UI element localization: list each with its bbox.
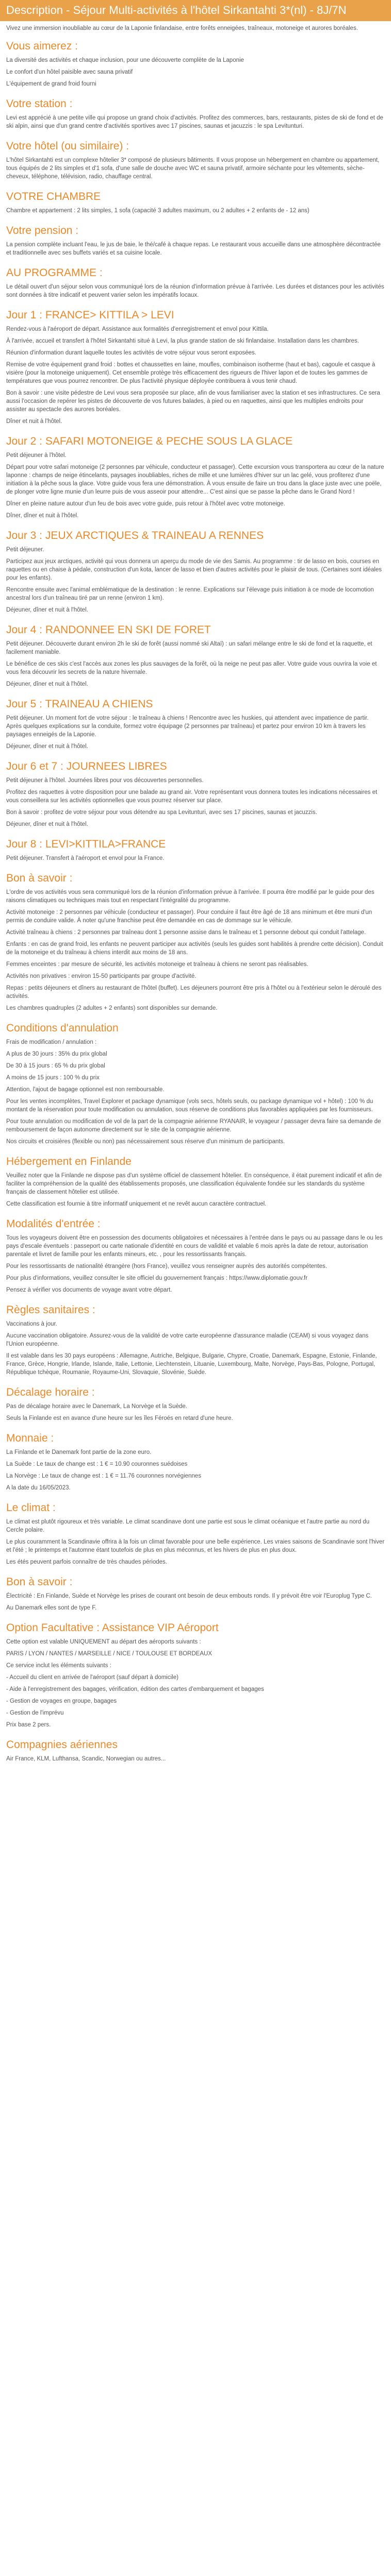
section-paragraph: PARIS / LYON / NANTES / MARSEILLE / NICE / TOULOUSE ET BORDEAUX [6, 1651, 212, 1657]
section-paragraph: Il est valable dans les 30 pays européens : Allemagne, Autriche, Belgique, Bulgarie, Chypre, Croatie, Danemark, Espagne, Estonie, Finlande, France, Grèce, Hongrie, Irlande, Islande, Italie, Lettonie, Liechtenstein, Lituanie, Luxembourg, Malte, Norvège, Pays-Bas, Pologne, Portugal, République tchèque, Roumanie, Royaume-Uni, Slovaquie, Slovénie, Suède. [6, 1353, 377, 1376]
section-paragraph: Remise de votre équipement grand froid : bottes et chaussettes en laine, moufles, combinaison isotherme (haut et bas), cagoule et casque à visière (pour la motoneige uniquement). Cet ensemble protège très efficacement des rigueurs de l'hiver lapon et de toutes les gammes de températures que vous pourrez rencontrer. De plus l'activité physique déployée contribuera à vous tenir chaud. [6, 362, 376, 384]
section-heading: Jour 2 : SAFARI MOTONEIGE & PECHE SOUS LA GLACE [6, 435, 293, 447]
section-heading: Vous aimerez : [6, 40, 78, 52]
section-heading: Hébergement en Finlande [6, 1156, 132, 1167]
section-paragraph: Activités non privatives : environ 15-50 participants par groupe d'activité. [6, 973, 197, 979]
section-paragraph: - Accueil du client en arrivée de l'aéroport (sauf départ à domicile) [6, 1674, 178, 1681]
intro-text: Vivez une immersion inoubliable au cœur de la Laponie finlandaise, entre forêts enneigées, traîneaux, motoneige et aurores boréales. [6, 25, 358, 31]
section-paragraph: Aucune vaccination obligatoire. Assurez-vous de la validité de votre carte européenne d'assurance maladie (CEAM) si vous voyagez dans l'Union européenne. [6, 1333, 369, 1347]
section-paragraph: Cette option est valable UNIQUEMENT au départ des aéroports suivants : [6, 1639, 201, 1645]
section-heading: Votre hôtel (ou similaire) : [6, 140, 129, 152]
section-paragraph: L'équipement de grand froid fourni [6, 81, 96, 87]
sections-container [6, 40, 385, 1763]
section-heading: Le climat : [6, 1502, 56, 1514]
section-paragraph: Départ pour votre safari motoneige (2 personnes par véhicule, conducteur et passager). Cette excursion vous transportera au cœur de la nature laponne : champs de neige étincelants, paysages inoubliables, riches de mille et une lumières d'hiver sur un lac gelé, vous profiterez d'une initiation à la pêche sous la glace. Votre guide vous fera une démonstration. À vous ensuite de faire un trou dans la glace juste avec une poële, de plonger votre ligne munie d'un leurre puis de vous asseoir pour attendre... C'est ainsi que se passe la pêche dans le Grand Nord ! [6, 464, 384, 495]
section-paragraph: Air France, KLM, Lufthansa, Scandic, Norwegian ou autres... [6, 1756, 166, 1762]
section-paragraph: Chambre et appartement : 2 lits simples, 1 sofa (capacité 3 adultes maximum, ou 2 adultes + 2 enfants de - 12 ans) [6, 208, 309, 214]
section-paragraph: Petit déjeuner à l'hôtel. Journées libres pour vos découvertes personnelles. [6, 777, 204, 784]
section-paragraph: La Norvège : Le taux de change est : 1 € = 11.76 couronnes norvégiennes [6, 1473, 201, 1479]
section-paragraph: La pension complète incluant l'eau, le jus de baie, le thé/café à chaque repas. Le restaurant vous accueille dans une atmosphère décontractée et traditionnelle avec ses buffets variés et sa cuisine locale. [6, 242, 381, 256]
section-paragraph: L'hôtel Sirkantahti est un complexe hôtelier 3* composé de plusieurs bâtiments. Il vous propose un hébergement en chambre ou appartement, tous équipés de 2 lits simples et d'1 sofa, d'une salle de douche avec WC et sauna privatif, armoire séchante pour les vêtements, sèche-cheveux, téléphone, télévision, radio, chauffage central. [6, 157, 380, 180]
section-paragraph: Le détail ouvert d'un séjour selon vous communiqué lors de la réunion d'information prévue à l'arrivée. Les durées et distances pour les activités sont données à titre indicatif et peuvent varier selon les impératifs locaux. [6, 284, 384, 298]
section-paragraph: La diversité des activités et chaque inclusion, pour une découverte complète de la Laponie [6, 57, 244, 63]
section-paragraph: Électricité : En Finlande, Suède et Norvège les prises de courant ont besoin de deux embouts ronds. Il y prévoit être voir l'Europlug Type C. [6, 1593, 372, 1599]
section-paragraph: La Suède : Le taux de change est : 1 € = 10.90 couronnes suédoises [6, 1461, 188, 1467]
section-heading: AU PROGRAMME : [6, 267, 103, 279]
section-paragraph: Vaccinations à jour. [6, 1321, 57, 1327]
section-paragraph: Petit déjeuner. Un moment fort de votre séjour : le traîneau à chiens ! Rencontre avec les huskies, qui attendent avec impatience de partir. Après quelques explications sur la conduite, formez votre équipage (2 personnes par traîneau) et partez pour environ 10 km à travers les paysages enneigés de la Laponie. [6, 715, 369, 738]
section-paragraph: Nos circuits et croisières (flexible ou non) pas nécessairement sous réserve d'un minimum de participants. [6, 1139, 285, 1145]
section-paragraph: Activité motoneige : 2 personnes par véhicule (conducteur et passager). Pour conduire il faut être âgé de 18 ans minimum et être muni d'un permis de conduire valide. À noter qu'une franchise peut être demandée en cas de dommage sur le véhicule. [6, 909, 372, 924]
section-heading: Jour 6 et 7 : JOURNEES LIBRES [6, 760, 167, 772]
section-paragraph: Femmes enceintes : par mesure de sécurité, les activités motoneige et traîneau à chiens ne seront pas réalisables. [6, 961, 308, 968]
page-title: Description - Séjour Multi-activités à l'hôtel Sirkantahti 3*(nl) - 8J/7N [6, 4, 347, 16]
section-paragraph: Pensez à vérifier vos documents de voyage avant votre départ. [6, 1287, 172, 1293]
section-paragraph: A la date du 16/05/2023. [6, 1485, 71, 1491]
section-heading: Option Facultative : Assistance VIP Aéroport [6, 1622, 219, 1634]
section-heading: Jour 5 : TRAINEAU A CHIENS [6, 698, 153, 710]
section-paragraph: - Aide à l'enregistrement des bagages, vérification, édition des cartes d'embarquement et bagages [6, 1686, 264, 1692]
section-paragraph: Pour les ressortissants de nationalité étrangère (hors France), veuillez vous renseigner auprès des autorités compétentes. [6, 1263, 327, 1269]
section-paragraph: Prix base 2 pers. [6, 1722, 51, 1728]
section-paragraph: Petit déjeuner. Transfert à l'aéroport et envol pour la France. [6, 855, 165, 861]
section-paragraph: Pas de décalage horaire avec le Danemark, La Norvège et la Suède. [6, 1403, 187, 1410]
section-paragraph: Réunion d'information durant laquelle toutes les activités de votre séjour vous seront exposées. [6, 350, 256, 356]
section-heading: Votre station : [6, 98, 73, 110]
section-paragraph: Repas : petits déjeuners et dîners au restaurant de l'hôtel (buffet). Les déjeuners pourront être pris à l'hôtel ou à l'extérieur selon le déroulé des activités. [6, 985, 382, 999]
section-paragraph: Les chambres quadruples (2 adultes + 2 enfants) sont disponibles sur demande. [6, 1005, 218, 1011]
section-paragraph: Rendez-vous à l'aéroport de départ. Assistance aux formalités d'enregistrement et envol pour Kittila. [6, 326, 269, 332]
section-paragraph: Dîner en pleine nature autour d'un feu de bois avec votre guide, puis retour à l'hôtel avec votre motoneige. [6, 501, 285, 507]
section-paragraph: Déjeuner, dîner et nuit à l'hôtel. [6, 821, 88, 827]
section-paragraph: Petit déjeuner. [6, 547, 44, 553]
section-heading: Règles sanitaires : [6, 1304, 95, 1316]
section-heading: Jour 8 : LEVI>KITTILA>FRANCE [6, 838, 166, 850]
section-paragraph: Le climat est plutôt rigoureux et très variable. Le climat scandinave dont une partie est sous le climat océanique et l'autre partie au nord du Cercle polaire. [6, 1519, 370, 1533]
section-paragraph: Petit déjeuner à l'hôtel. [6, 452, 67, 459]
section-paragraph: L'ordre de vos activités vous sera communiqué lors de la réunion d'information prévue à l'arrivée. Il pourra être modifié par le guide pour des raisons climatiques ou techniques mais tout en respectant l'intégralité du programme. [6, 889, 374, 904]
section-paragraph: Dîner et nuit à l'hôtel. [6, 418, 62, 425]
section-paragraph: Petit déjeuner. Découverte durant environ 2h le ski de forêt (aussi nommé ski Altaï) : un safari mélange entre le ski de fond et la raquette, et facilement maniable. [6, 641, 372, 655]
section-paragraph: Participez aux jeux arctiques, activité qui vous donnera un aperçu du mode de vie des Samis. Au programme : tir de lasso en bois, courses en raquettes ou en chaise à pédale, construction d'un kota, lancer de lasso et bien d'autres activités pour le plaisir de tous. (Certaines sont idéales pour les enfants). [6, 558, 382, 581]
section-paragraph: Pour plus d'informations, veuillez consulter le site officiel du gouvernement français : https://www.diplomatie.gouv.fr [6, 1275, 308, 1281]
section-paragraph: - Gestion de voyages en groupe, bagages [6, 1698, 117, 1704]
section-paragraph: Déjeuner, dîner et nuit à l'hôtel. [6, 743, 88, 750]
section-heading: Jour 3 : JEUX ARCTIQUES & TRAINEAU A RENNES [6, 530, 264, 541]
section-paragraph: Profitez des raquettes à votre disposition pour une balade au grand air. Votre représentant vous donnera toutes les indications nécessaires et vous conseillera sur les activités optionnelles que vous pourrez réserver sur place. [6, 789, 378, 804]
description-content [0, 21, 391, 1787]
section-heading: Décalage horaire : [6, 1386, 95, 1398]
section-paragraph: Les étés peuvent parfois connaître de très chaudes périodes. [6, 1559, 167, 1565]
section-paragraph: Bon à savoir : une visite pédestre de Levi vous sera proposée sur place, afin de vous familiariser avec la station et ses infrastructures. Ce sera aussi l'occasion de repérer les pistes de découverte de vos futures balades, à pied ou en raquettes, ainsi que les multiples endroits pour assister au spectacle des aurores boréales. [6, 390, 380, 413]
section-paragraph: Attention, l'ajout de bagage optionnel est non remboursable. [6, 1087, 165, 1093]
section-heading: Bon à savoir : [6, 872, 73, 884]
section-paragraph: Levi est apprécié à une petite ville qui propose un grand choix d'activités. Profitez des commerces, bars, restaurants, pistes de ski de fond et de ski alpin, ainsi que d'un grand centre d'activités sportives avec 17 piscines, saunas et jacuzzis : le spa Levitunturi. [6, 115, 383, 129]
section-heading: Jour 1 : FRANCE> KITTILA > LEVI [6, 309, 174, 321]
section-heading: Votre pension : [6, 225, 79, 236]
section-heading: Jour 4 : RANDONNEE EN SKI DE FORET [6, 624, 211, 636]
section-paragraph: Seuls la Finlande est en avance d'une heure sur les îles Féroés en retard d'une heure. [6, 1415, 233, 1421]
section-paragraph: Activité traîneau à chiens : 2 personnes par traîneau dont 1 personne assise dans le traîneau et 1 personne debout qui conduit l'attelage. [6, 929, 366, 936]
section-paragraph: La Finlande et le Danemark font partie de la zone euro. [6, 1449, 152, 1455]
section-paragraph: Frais de modification / annulation : [6, 1039, 97, 1045]
section-paragraph: Au Danemark elles sont de type F. [6, 1605, 97, 1611]
section-paragraph: Le bénéfice de ces skis c'est l'accès aux zones les plus sauvages de la forêt, où la neige ne peut pas aller. Votre guide vous ouvrira la voie et vous fera découvrir les secrets de la nature hivernale. [6, 661, 377, 675]
section-paragraph: Cette classification est fournie à titre informatif uniquement et ne revêt aucun caractère contractuel. [6, 1201, 267, 1207]
section-paragraph: A plus de 30 jours : 35% du prix global [6, 1051, 107, 1057]
section-paragraph: Pour toute annulation ou modification de vol de la part de la compagnie aérienne RYANAIR, le voyageur / passager devra faire sa demande de remboursement de façon autonome directement sur le site de la compagnie aérienne. [6, 1118, 381, 1133]
section-paragraph: Le plus couramment la Scandinavie offrira à la fois un climat favorable pour une belle expérience. Les vraies saisons de Scandinavie sont l'hiver et l'été ; le printemps et l'automne étant toutefois de plus en plus méconnus, et les hivers de plus en plus doux. [6, 1539, 385, 1553]
section-paragraph: Bon à savoir : profitez de votre séjour pour vous détendre au spa Levitunturi, avec ses 17 piscines, saunas et jacuzzis. [6, 809, 317, 816]
section-heading: Conditions d'annulation [6, 1022, 119, 1034]
section-paragraph: Ce service inclut les éléments suivants : [6, 1663, 111, 1669]
section-heading: Monnaie : [6, 1432, 54, 1444]
section-paragraph: De 30 à 15 jours : 65 % du prix global [6, 1063, 105, 1069]
section-paragraph: Tous les voyageurs doivent être en possession des documents obligatoires et nécessaires à l'entrée dans le pays ou au passage dans le ou les pays d'escale éventuels : passeport ou carte nationale d'identité en cours de validité et valable 6 mois après la date de retour, autorisation parentale et livret de famille pour les enfants mineurs, etc. , pour les ressortissants français. [6, 1235, 383, 1258]
section-paragraph: Dîner, dîner et nuit à l'hôtel. [6, 513, 79, 519]
section-heading: Bon à savoir : [6, 1576, 73, 1588]
section-paragraph: A moins de 15 jours : 100 % du prix [6, 1075, 100, 1081]
title-banner [0, 0, 391, 21]
section-paragraph: Le confort d'un hôtel paisible avec sauna privatif [6, 69, 133, 75]
section-paragraph: Veuillez noter que la Finlande ne dispose pas d'un système officiel de classement hôtelier. En conséquence, il était purement indicatif et afin de faciliter la compréhension de la qualité des établissements proposés, une classification équivalente fondée sur les standards du système français de classement hôtelier est utilisée. [6, 1173, 382, 1195]
section-paragraph: Pour les ventes incomplètes, Travel Explorer et package dynamique (vols secs, hôtels seuls, ou package dynamique vol + hôtel) : 100 % du montant de la réservation pour toute modification ou annulation, sous réserve de conditions plus favorables appliquées par les fournisseurs. [6, 1098, 373, 1113]
section-heading: Compagnies aériennes [6, 1739, 118, 1751]
section-paragraph: À l'arrivée, accueil et transfert à l'hôtel Sirkantahti situé à Levi, la plus grande station de ski finlandaise. Installation dans les chambres. [6, 338, 359, 344]
section-paragraph: Rencontre ensuite avec l'animal emblématique de la destination : le renne. Explications sur l'élevage puis initiation à ce mode de locomotion ancestral lors d'un traîneau tiré par un renne (environ 1 km). [6, 587, 374, 601]
section-heading: VOTRE CHAMBRE [6, 191, 101, 202]
section-paragraph: Enfants : en cas de grand froid, les enfants ne peuvent participer aux activités (seuls les guides sont habilités à prendre cette décision). Conduit de la motoneige et du traîneau à chiens interdit aux moins de 18 ans. [6, 941, 383, 956]
section-paragraph: - Gestion de l'imprévu [6, 1710, 64, 1716]
section-paragraph: Déjeuner, dîner et nuit à l'hôtel. [6, 681, 88, 687]
section-paragraph: Déjeuner, dîner et nuit à l'hôtel. [6, 607, 88, 613]
section-heading: Modalités d'entrée : [6, 1218, 101, 1230]
